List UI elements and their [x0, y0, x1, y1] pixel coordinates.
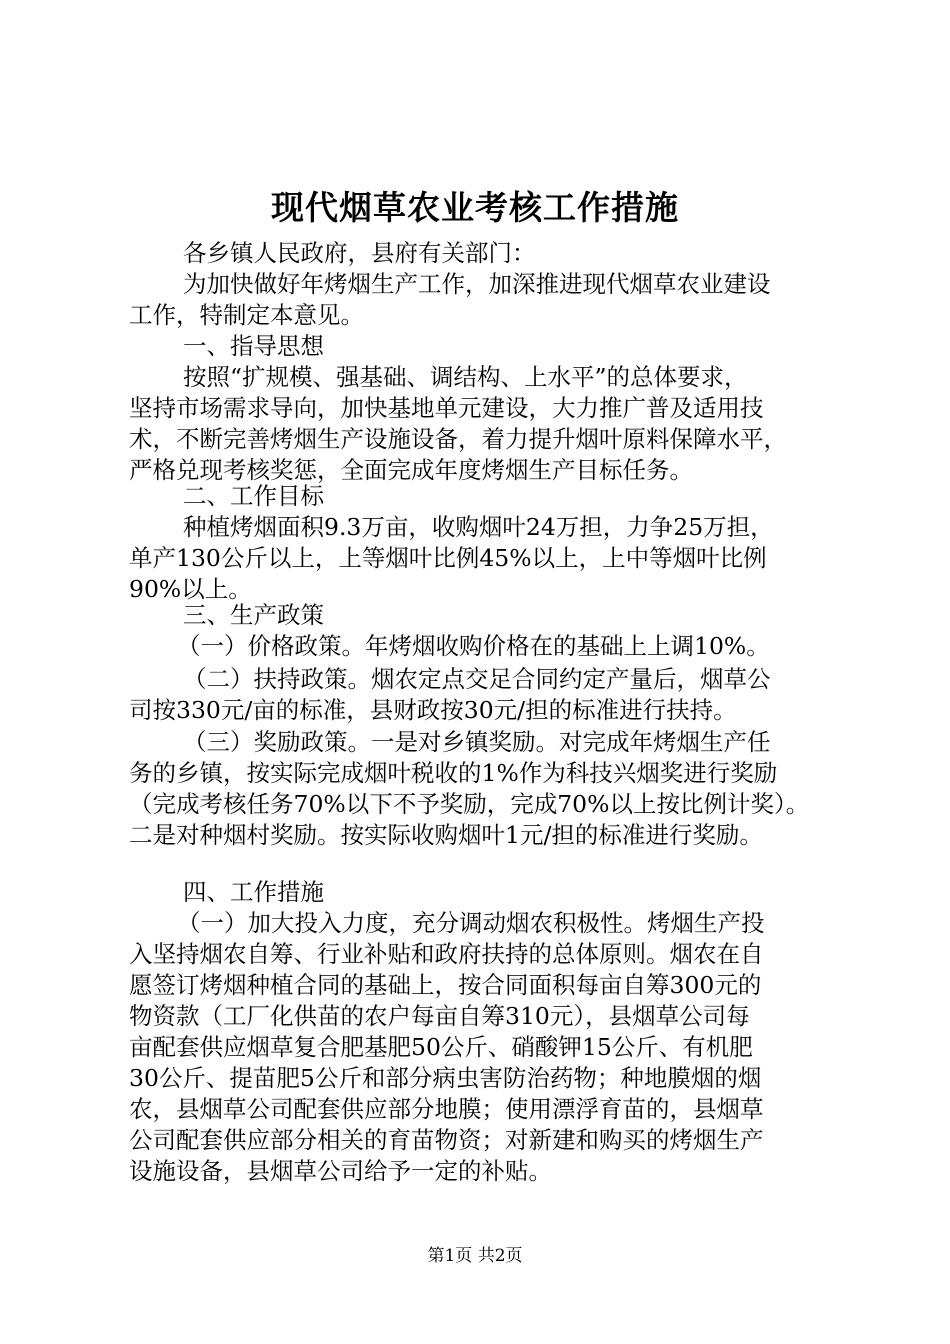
body-line: 公司配套供应部分相关的育苗物资；对新建和购买的烤烟生产: [129, 1126, 764, 1154]
body-line: 种植烤烟面积9.3万亩，收购烟叶24万担，力争25万担，: [183, 513, 774, 541]
section-heading: 二、工作目标: [183, 482, 324, 510]
section-heading: 一、指导思想: [183, 332, 324, 360]
body-line: 设施设备，县烟草公司给予一定的补贴。: [129, 1157, 552, 1185]
body-line: （三）奖励政策。一是对乡镇奖励。对完成年烤烟生产任: [183, 728, 771, 756]
body-line: 务的乡镇，按实际完成烟叶税收的1%作为科技兴烟奖进行奖励: [129, 759, 778, 787]
body-line: （一）加大投入力度，充分调动烟农积极性。烤烟生产投: [177, 909, 765, 937]
body-line: （二）扶持政策。烟农定点交足合同约定产量后，烟草公: [183, 665, 771, 693]
body-line: 二是对种烟村奖励。按实际收购烟叶1元/担的标准进行奖励。: [129, 821, 763, 849]
body-line: （完成考核任务70%以下不予奖励，完成70%以上按比例计奖）。: [129, 790, 810, 818]
section-heading: 四、工作措施: [183, 878, 324, 906]
body-line: 工作，特制定本意见。: [129, 301, 364, 329]
body-line: 按照“扩规模、强基础、调结构、上水平”的总体要求，: [183, 363, 748, 391]
body-line: 愿签订烤烟种植合同的基础上，按合同面积每亩自筹300元的: [129, 971, 762, 999]
page-number-footer: 第1页 共2页: [427, 1246, 523, 1266]
body-line: 农，县烟草公司配套供应部分地膜；使用漂浮育苗的，县烟草: [129, 1095, 764, 1123]
document-title: 现代烟草农业考核工作措施: [271, 188, 679, 227]
body-line: 亩配套供应烟草复合肥基肥50公斤、硝酸钾15公斤、有机肥: [129, 1033, 753, 1061]
body-line: 单产130公斤以上，上等烟叶比例45%以上，上中等烟叶比例: [129, 544, 767, 572]
body-line: 物资款（工厂化供苗的农户每亩自筹310元），县烟草公司每: [129, 1002, 750, 1030]
body-line: 入坚持烟农自筹、行业补贴和政府扶持的总体原则。烟农在自: [129, 940, 764, 968]
body-line: 司按330元/亩的标准，县财政按30元/担的标准进行扶持。: [129, 696, 737, 724]
body-line: 为加快做好年烤烟生产工作，加深推进现代烟草农业建设: [183, 270, 771, 298]
body-line: 30公斤、提苗肥5公斤和部分病虫害防治药物；种地膜烟的烟: [129, 1064, 762, 1092]
body-line: 严格兑现考核奖惩，全面完成年度烤烟生产目标任务。: [129, 456, 693, 484]
salutation-line: 各乡镇人民政府，县府有关部门：: [183, 239, 536, 267]
body-line: 90%以上。: [129, 575, 252, 603]
section-heading: 三、生产政策: [183, 601, 324, 629]
body-line: 坚持市场需求导向，加快基地单元建设，大力推广普及适用技: [129, 394, 764, 422]
body-line: 术，不断完善烤烟生产设施设备，着力提升烟叶原料保障水平，: [129, 425, 787, 453]
body-line: （一）价格政策。年烤烟收购价格在的基础上上调10%。: [177, 632, 770, 660]
